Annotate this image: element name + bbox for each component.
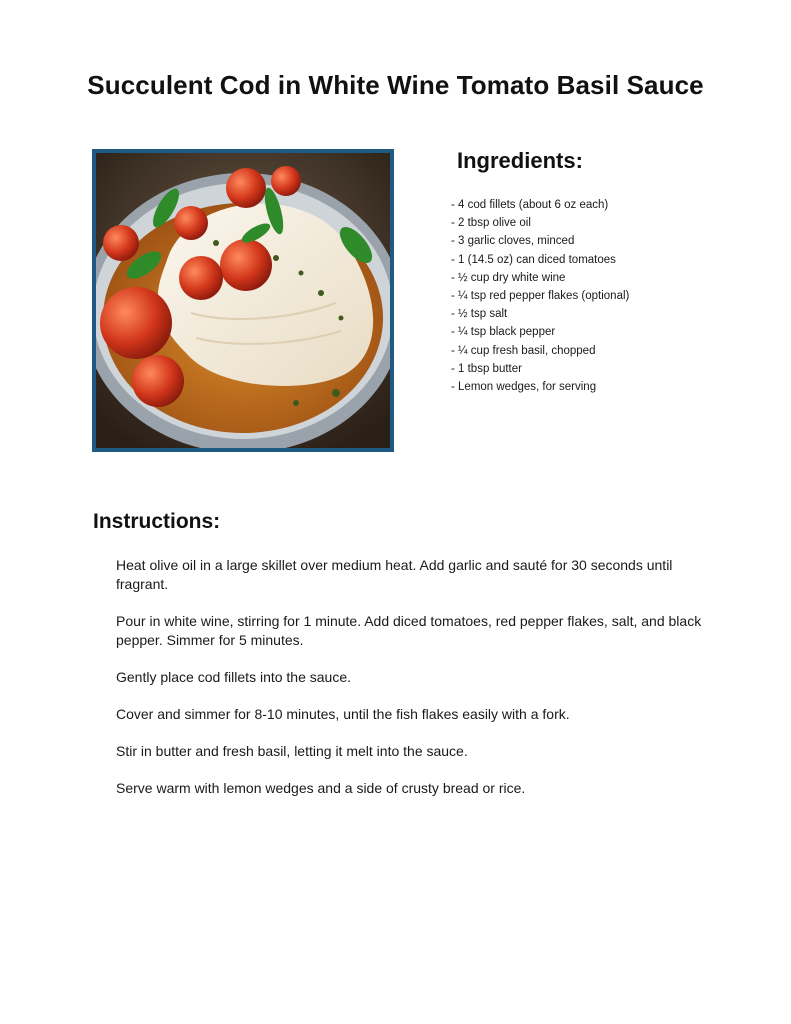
instruction-step: Cover and simmer for 8-10 minutes, until the fish flakes easily with a fork. <box>116 706 570 722</box>
instruction-step: Gently place cod fillets into the sauce. <box>116 669 352 685</box>
ingredients-list <box>451 196 629 396</box>
ingredient-item: - ½ tsp salt <box>451 308 508 321</box>
ingredient-item: - ½ cup dry white wine <box>451 271 566 284</box>
ingredient-item: - 2 tbsp olive oil <box>451 217 531 230</box>
instruction-step: Stir in butter and fresh basil, letting it melt into the sauce. <box>116 743 468 759</box>
instructions-heading: Instructions: <box>93 510 221 533</box>
ingredient-item: - ¼ tsp red pepper flakes (optional) <box>451 290 630 303</box>
ingredient-item: - 4 cod fillets (about 6 oz each) <box>451 199 609 211</box>
ingredient-item: - 3 garlic cloves, minced <box>451 235 575 248</box>
instruction-step: Pour in white wine, stirring for 1 minute. Add diced tomatoes, red pepper flakes, salt, and black pepper. Simmer for 5 minutes. <box>116 613 702 648</box>
ingredients-heading: Ingredients: <box>457 148 583 173</box>
ingredient-item: - Lemon wedges, for serving <box>451 381 597 394</box>
instruction-step: Heat olive oil in a large skillet over medium heat. Add garlic and sauté for 30 seconds until fragrant. <box>116 557 673 592</box>
dish-photo <box>92 149 394 452</box>
instruction-step: Serve warm with lemon wedges and a side of crusty bread or rice. <box>116 780 526 796</box>
page-title: Succulent Cod in White Wine Tomato Basil Sauce <box>87 70 704 100</box>
ingredient-item: - ¼ cup fresh basil, chopped <box>451 344 596 357</box>
instructions-list <box>116 556 716 816</box>
ingredient-item: - 1 tbsp butter <box>451 362 522 375</box>
ingredient-item: - 1 (14.5 oz) can diced tomatoes <box>451 253 616 266</box>
ingredient-item: - ¼ tsp black pepper <box>451 326 556 339</box>
